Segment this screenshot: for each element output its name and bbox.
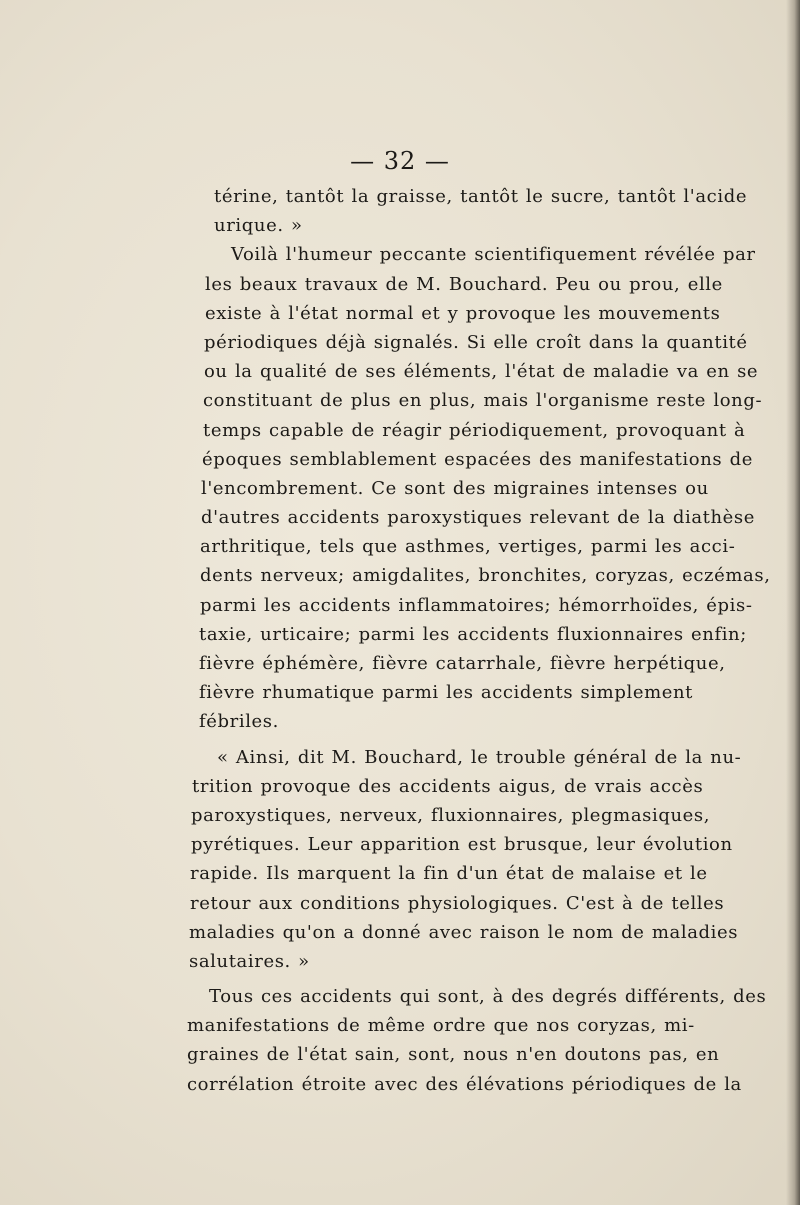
text-line: parmi les accidents inflammatoires; hémorrhoïdes, épis-: [200, 594, 753, 616]
text-line: fièvre rhumatique parmi les accidents simplement: [199, 682, 694, 704]
text-line: fébriles.: [199, 711, 279, 733]
text-line: maladies qu'on a donné avec raison le nom de maladies: [189, 921, 739, 943]
text-line: térine, tantôt la graisse, tantôt le sucre, tantôt l'acide: [214, 186, 748, 207]
text-line: urique. »: [214, 215, 303, 237]
text-line: « Ainsi, dit M. Bouchard, le trouble général de la nu-: [217, 746, 742, 768]
text-line: temps capable de réagir périodiquement, provoquant à: [203, 419, 746, 441]
text-line: corrélation étroite avec des élévations périodiques de la: [187, 1073, 742, 1095]
text-line: taxie, urticaire; parmi les accidents fluxionnaires enfin;: [199, 623, 747, 645]
page-number: — 32 —: [350, 147, 450, 175]
text-line: paroxystiques, nerveux, fluxionnaires, plegmasiques,: [191, 804, 711, 826]
body-text: [187, 182, 771, 1099]
text-line: fièvre éphémère, fièvre catarrhale, fièvre herpétique,: [199, 653, 726, 674]
text-line: les beaux travaux de M. Bouchard. Peu ou prou, elle: [205, 273, 723, 295]
text-line: rapide. Ils marquent la fin d'un état de malaise et le: [190, 863, 708, 885]
text-line: Tous ces accidents qui sont, à des degrés différents, des: [209, 986, 767, 1008]
text-line: d'autres accidents paroxystiques relevant de la diathèse: [201, 507, 756, 529]
text-line: existe à l'état normal et y provoque les mouvements: [205, 302, 721, 324]
text-line: manifestations de même ordre que nos coryzas, mi-: [187, 1015, 695, 1037]
text-line: trition provoque des accidents aigus, de vrais accès: [192, 775, 704, 797]
text-line: retour aux conditions physiologiques. C'est à de telles: [190, 892, 725, 914]
page-edge-shadow: [786, 0, 800, 1205]
text-line: dents nerveux; amigdalites, bronchites, coryzas, eczémas,: [200, 565, 771, 587]
text-line: périodiques déjà signalés. Si elle croît dans la quantité: [204, 331, 748, 353]
text-line: Voilà l'humeur peccante scientifiquement révélée par: [231, 244, 756, 266]
text-line: arthritique, tels que asthmes, vertiges, parmi les acci-: [200, 536, 736, 558]
text-line: constituant de plus en plus, mais l'organisme reste long-: [203, 390, 763, 412]
text-line: l'encombrement. Ce sont des migraines intenses ou: [201, 477, 709, 499]
text-line: salutaires. »: [189, 950, 310, 972]
text-line: graines de l'état sain, sont, nous n'en doutons pas, en: [187, 1044, 720, 1066]
text-line: pyrétiques. Leur apparition est brusque, leur évolution: [191, 834, 733, 856]
text-line: ou la qualité de ses éléments, l'état de maladie va en se: [204, 361, 759, 383]
text-line: époques semblablement espacées des manifestations de: [202, 448, 753, 470]
